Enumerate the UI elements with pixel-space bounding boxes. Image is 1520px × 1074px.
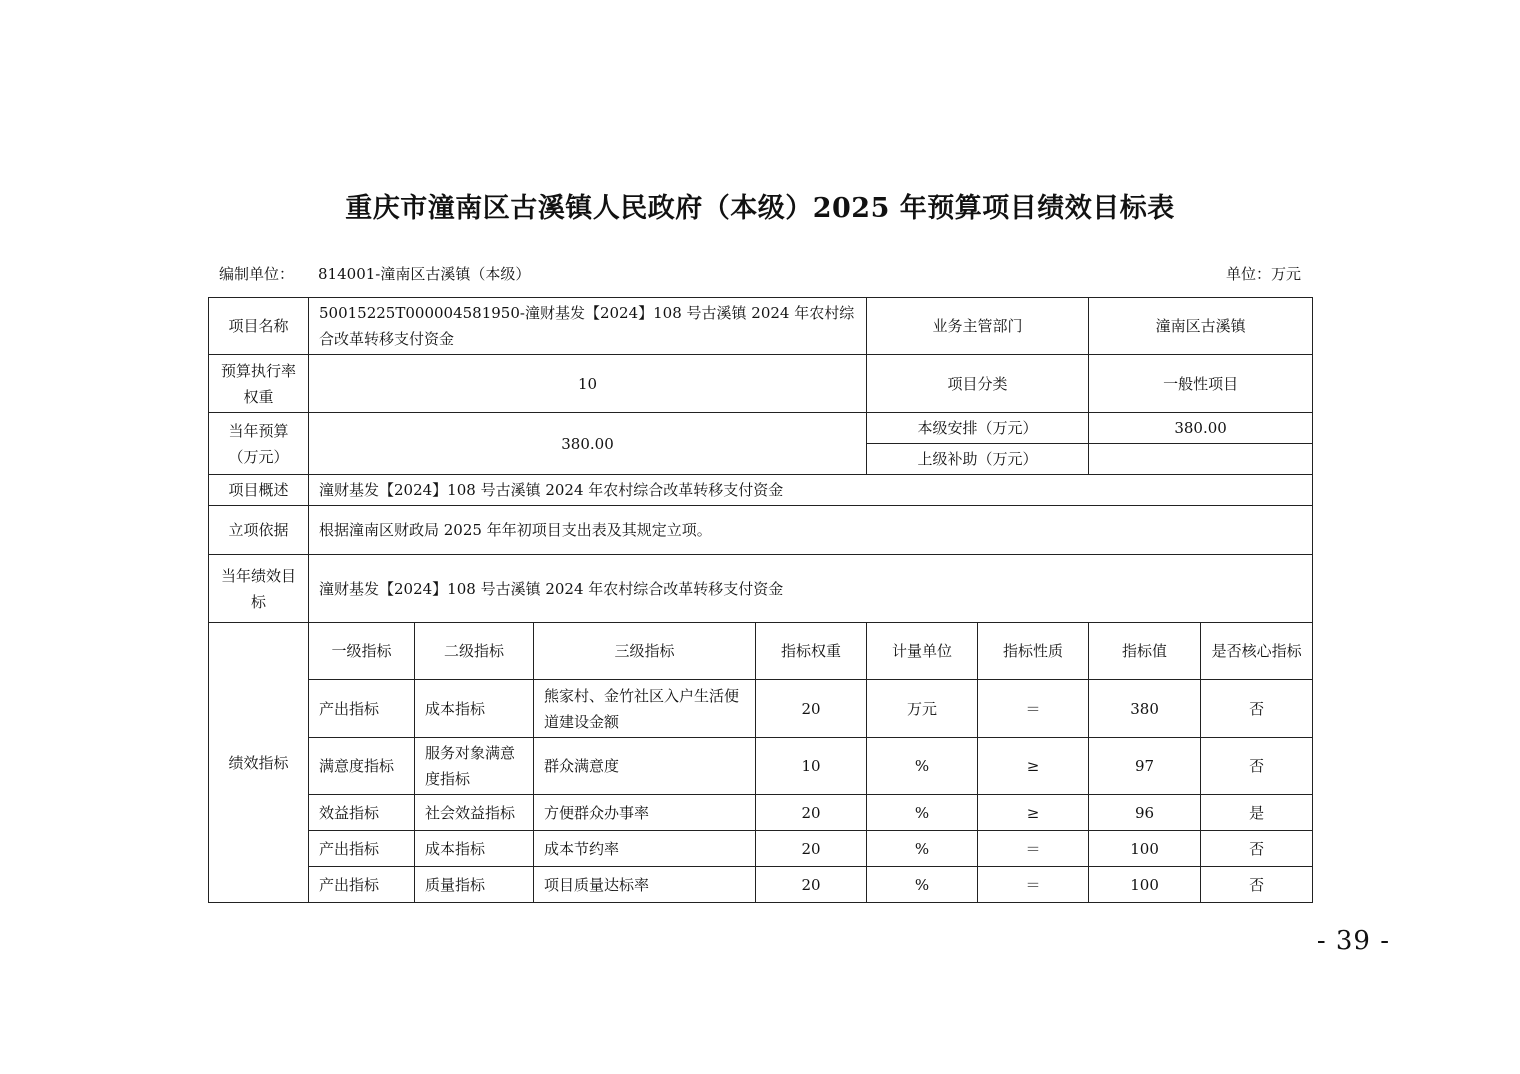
row-unit: 万元 [867,680,978,738]
row-weight: 20 [756,867,867,903]
row-unit: % [867,831,978,867]
table-row [209,867,1313,903]
row-level2: 成本指标 [415,680,534,738]
row-nature: ≥ [978,795,1089,831]
category-label: 项目分类 [867,355,1089,413]
dept-value: 潼南区古溪镇 [1089,298,1313,355]
row-nature: ＝ [978,831,1089,867]
row-weight: 20 [756,680,867,738]
table-row [209,831,1313,867]
performance-table [208,297,1313,903]
header-unit: 计量单位 [867,623,978,680]
row-unit: % [867,795,978,831]
project-name-label: 项目名称 [209,298,309,355]
basis-row [209,506,1313,555]
header-nature: 指标性质 [978,623,1089,680]
indicator-section-label: 绩效指标 [209,623,309,903]
row-value: 100 [1089,867,1201,903]
overview-value: 潼财基发【2024】108 号古溪镇 2024 年农村综合改革转移支付资金 [309,475,1313,506]
local-arrangement-value: 380.00 [1089,413,1313,444]
header-value: 指标值 [1089,623,1201,680]
row-level3: 熊家村、金竹社区入户生活便道建设金额 [534,680,756,738]
row-value: 100 [1089,831,1201,867]
row-level3: 群众满意度 [534,738,756,795]
row-level3: 成本节约率 [534,831,756,867]
row-nature: ≥ [978,738,1089,795]
budget-value: 380.00 [309,413,867,475]
budget-row [209,413,1313,444]
basis-label: 立项依据 [209,506,309,555]
currency-unit: 单位：万元 [1225,265,1301,283]
upper-subsidy-value [1089,444,1313,475]
row-core: 否 [1201,831,1313,867]
table-row [209,680,1313,738]
indicator-header-row [209,623,1313,680]
local-arrangement-label: 本级安排（万元） [867,413,1089,444]
row-level2: 质量指标 [415,867,534,903]
row-value: 97 [1089,738,1201,795]
goal-row [209,555,1313,623]
table-row [209,795,1313,831]
compiling-unit-value: 814001-潼南区古溪镇（本级） [318,265,531,283]
row-level3: 方便群众办事率 [534,795,756,831]
overview-row [209,475,1313,506]
compiling-unit [219,263,530,284]
row-level1: 产出指标 [309,867,415,903]
row-unit: % [867,867,978,903]
header-weight: 指标权重 [756,623,867,680]
document-title: 重庆市潼南区古溪镇人民政府（本级）2025 年预算项目绩效目标表 [345,193,1175,224]
weight-row [209,355,1313,413]
row-level3: 项目质量达标率 [534,867,756,903]
row-nature: ＝ [978,867,1089,903]
table-row [209,738,1313,795]
row-value: 96 [1089,795,1201,831]
row-value: 380 [1089,680,1201,738]
weight-label: 预算执行率权重 [209,355,309,413]
page-number: - 39 - [1316,926,1390,956]
row-weight: 10 [756,738,867,795]
row-nature: ＝ [978,680,1089,738]
row-level1: 产出指标 [309,680,415,738]
overview-label: 项目概述 [209,475,309,506]
basis-value: 根据潼南区财政局 2025 年年初项目支出表及其规定立项。 [309,506,1313,555]
project-name-value: 50015225T000004581950-潼财基发【2024】108 号古溪镇 2024 年农村综合改革转移支付资金 [309,298,867,355]
row-weight: 20 [756,831,867,867]
budget-label: 当年预算（万元） [209,413,309,475]
category-value: 一般性项目 [1089,355,1313,413]
project-name-row [209,298,1313,355]
row-level1: 效益指标 [309,795,415,831]
header-level3: 三级指标 [534,623,756,680]
row-level2: 服务对象满意度指标 [415,738,534,795]
row-core: 否 [1201,867,1313,903]
row-core: 是 [1201,795,1313,831]
weight-value: 10 [309,355,867,413]
header-level1: 一级指标 [309,623,415,680]
header-level2: 二级指标 [415,623,534,680]
dept-label: 业务主管部门 [867,298,1089,355]
row-unit: % [867,738,978,795]
upper-subsidy-label: 上级补助（万元） [867,444,1089,475]
goal-value: 潼财基发【2024】108 号古溪镇 2024 年农村综合改革转移支付资金 [309,555,1313,623]
row-level1: 满意度指标 [309,738,415,795]
row-core: 否 [1201,680,1313,738]
row-level2: 成本指标 [415,831,534,867]
compiling-unit-label: 编制单位： [219,265,295,283]
row-level2: 社会效益指标 [415,795,534,831]
row-weight: 20 [756,795,867,831]
header-core: 是否核心指标 [1201,623,1313,680]
goal-label: 当年绩效目标 [209,555,309,623]
row-core: 否 [1201,738,1313,795]
row-level1: 产出指标 [309,831,415,867]
